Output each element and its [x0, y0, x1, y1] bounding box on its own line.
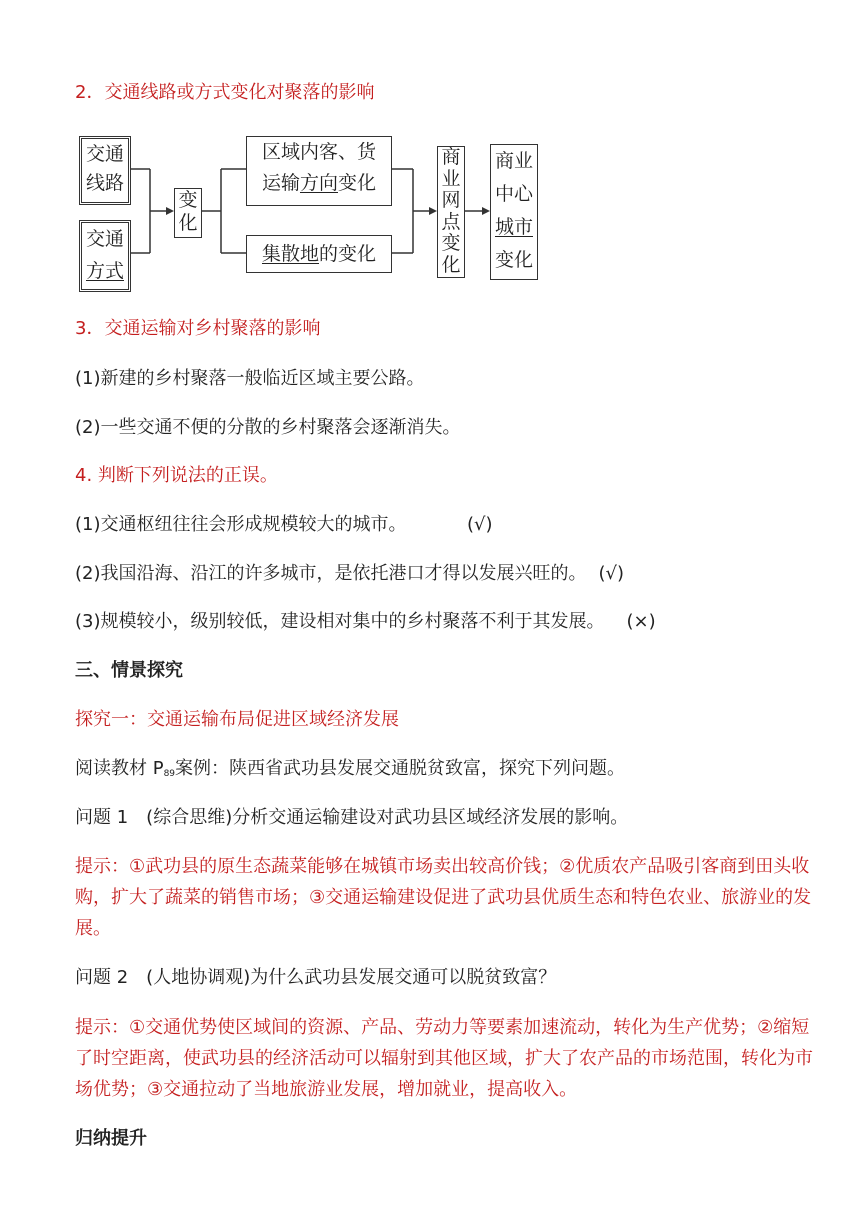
explore1-heading: 探究一：交通运输布局促进区域经济发展	[75, 709, 399, 730]
section4-item1-mark: (√)	[467, 514, 493, 535]
box-commercial-network-char: 化	[441, 253, 461, 276]
section4-item3-text: (3)规模较小，级别较低，建设相对集中的乡村聚落不利于其发展。	[75, 611, 605, 632]
box-transport-route-line2: 线路	[85, 172, 124, 194]
box-freight-direction-part-a: 运输	[261, 172, 300, 194]
box-commercial-network-char: 业	[441, 167, 461, 190]
box-commercial-center-line4: 变化	[494, 249, 533, 271]
box-commercial-center	[490, 144, 538, 280]
box-transport-route-line1: 交通	[85, 143, 124, 165]
box-commercial-center-line1: 商业	[494, 150, 533, 172]
read-textbook-prefix: 阅读教材 P	[75, 758, 164, 779]
box-commercial-network-char: 点	[441, 210, 461, 233]
page-number-subscript: 89	[163, 769, 176, 779]
box-freight-direction-line1: 区域内客、货	[261, 141, 376, 163]
section2-heading: 2．交通线路或方式变化对聚落的影响	[75, 82, 375, 103]
box-freight-direction	[246, 136, 392, 206]
section4-item2-text: (2)我国沿海、沿江的许多城市，是依托港口才得以发展兴旺的。	[75, 563, 587, 584]
box-freight-direction-line2	[247, 168, 391, 199]
box-change	[174, 188, 202, 238]
box-commercial-network-char: 变	[441, 232, 461, 254]
hint2: 提示：①交通优势使区域间的资源、产品、劳动力等要素加速流动，转化为生产优势；②缩短了时空距离，使武功县的经济活动可以辐射到其他区域，扩大了农产品的市场范围，转化为市场优势；③交通拉动了当地旅游业发展，增加就业，提高收入。	[75, 1017, 813, 1100]
box-transport-mode-line1: 交通	[85, 228, 124, 250]
box-commercial-center-line2: 中心	[494, 183, 533, 205]
hint1: 提示：①武功县的原生态蔬菜能够在城镇市场卖出较高价钱；②优质农产品吸引客商到田头收购，扩大了蔬菜的销售市场；③交通运输建设促进了武功县优质生态和特色农业、旅游业的发展。	[75, 856, 812, 939]
box-transport-mode	[79, 220, 131, 292]
section3-item2: (2)一些交通不便的分散的乡村聚落会逐渐消失。	[75, 417, 461, 438]
section3-heading: 3．交通运输对乡村聚落的影响	[75, 318, 321, 339]
box-change-line1: 变	[178, 189, 198, 211]
section4-item1	[75, 514, 493, 536]
section4-item1-text: (1)交通枢纽往往会形成规模较大的城市。	[75, 514, 407, 535]
box-commercial-network	[437, 146, 465, 278]
box-change-line2: 化	[178, 212, 198, 234]
flow-diagram	[76, 132, 546, 292]
section4-item2	[75, 563, 624, 585]
box-freight-direction-part-c: 变化	[338, 172, 377, 194]
summary-heading: 归纳提升	[75, 1128, 147, 1149]
box-distribution-center	[246, 235, 392, 273]
question1: 问题 1 (综合思维)分析交通运输建设对武功县区域经济发展的影响。	[75, 807, 629, 828]
box-transport-mode-line2: 方式	[85, 260, 124, 282]
read-textbook-suffix: 案例：陕西省武功县发展交通脱贫致富，探究下列问题。	[175, 758, 626, 779]
box-distribution-center-part-a: 集散地	[261, 243, 319, 265]
box-commercial-center-line3: 城市	[494, 216, 533, 238]
section4-item3-mark: (×)	[626, 611, 656, 632]
section4-heading: 4. 判断下列说法的正误。	[75, 465, 278, 486]
section3-item1: (1)新建的乡村聚落一般临近区域主要公路。	[75, 368, 425, 389]
box-freight-direction-part-b: 方向	[299, 172, 338, 194]
box-transport-route	[79, 136, 131, 205]
section4-item3	[75, 611, 656, 633]
box-commercial-network-char: 商	[441, 146, 461, 168]
part3-heading: 三、情景探究	[75, 660, 183, 681]
read-textbook-line	[75, 758, 625, 785]
box-commercial-network-char: 网	[441, 189, 461, 211]
section4-item2-mark: (√)	[598, 563, 625, 584]
question2: 问题 2 (人地协调观)为什么武功县发展交通可以脱贫致富？	[75, 967, 557, 988]
box-distribution-center-part-b: 的变化	[319, 243, 377, 265]
